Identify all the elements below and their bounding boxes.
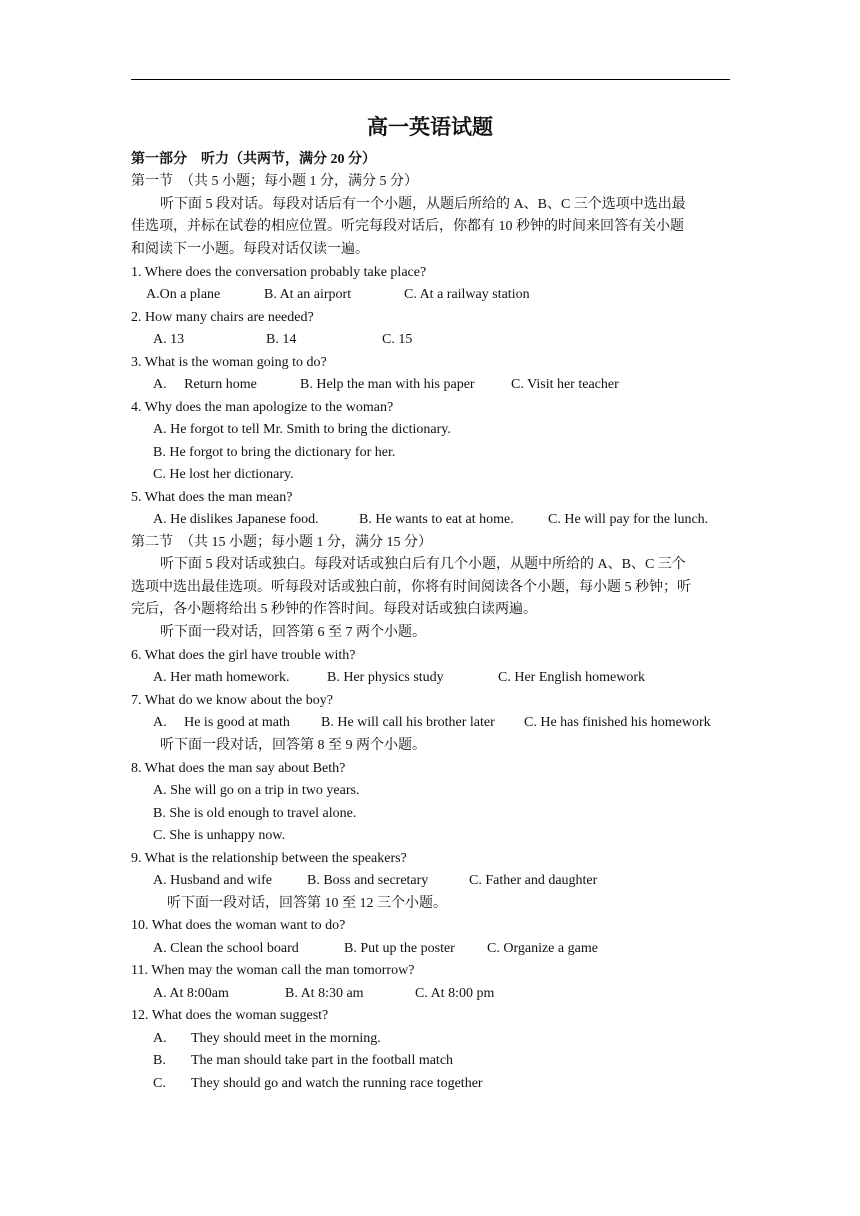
option-10b: B. Put up the poster <box>344 941 455 956</box>
option-12a: They should meet in the morning. <box>191 1031 381 1046</box>
option-8a: A. She will go on a trip in two years. <box>153 783 360 798</box>
question-12: 12. What does the woman suggest? <box>131 1008 329 1023</box>
option-2a: A. 13 <box>153 332 185 347</box>
option-2c: C. 15 <box>382 332 413 347</box>
option-11a: A. At 8:00am <box>153 986 229 1001</box>
section1-instruction: 和阅读下一小题。每段对话仅读一遍。 <box>131 242 369 257</box>
section2-instruction: 选项中选出最佳选项。听每段对话或独白前，你将有时间阅读各个小题，每小题 5 秒钟；听 <box>131 580 691 595</box>
part1-heading: 第一部分 听力（共两节，满分 20 分） <box>131 152 376 167</box>
option-5b: B. He wants to eat at home. <box>359 512 514 527</box>
section1-instruction: 听下面 5 段对话。每段对话后有一个小题，从题后所给的 A、B、C 三个选项中选出最 <box>160 197 686 212</box>
option-7c: C. He has finished his homework <box>524 715 711 730</box>
option-4c: C. He lost her dictionary. <box>153 467 294 482</box>
option-9c: C. Father and daughter <box>469 873 598 888</box>
option-12a-letter: A. <box>153 1031 167 1046</box>
question-2: 2. How many chairs are needed? <box>131 310 314 325</box>
option-9a: A. Husband and wife <box>153 873 272 888</box>
question-4: 4. Why does the man apologize to the woman? <box>131 400 394 415</box>
question-3: 3. What is the woman going to do? <box>131 355 327 370</box>
option-1b: B. At an airport <box>264 287 352 302</box>
question-6: 6. What does the girl have trouble with? <box>131 648 356 663</box>
option-7b: B. He will call his brother later <box>321 715 495 730</box>
option-8b: B. She is old enough to travel alone. <box>153 806 357 821</box>
option-12c-letter: C. <box>153 1076 166 1091</box>
option-3a: A. Return home <box>153 377 257 392</box>
section2-instruction: 听下面 5 段对话或独白。每段对话或独白后有几个小题，从题中所给的 A、B、C 三个 <box>160 557 686 572</box>
section2-instruction: 完后，各小题将给出 5 秒钟的作答时间。每段对话或独白读两遍。 <box>131 602 537 617</box>
header-rule <box>131 79 730 80</box>
option-6c: C. Her English homework <box>498 670 645 685</box>
option-5c: C. He will pay for the lunch. <box>548 512 709 527</box>
section1-heading: 第一节 （共 5 小题；每小题 1 分，满分 5 分） <box>131 174 418 189</box>
question-7: 7. What do we know about the boy? <box>131 693 333 708</box>
option-12b: The man should take part in the football match <box>191 1053 454 1068</box>
option-10c: C. Organize a game <box>487 941 598 956</box>
question-11: 11. When may the woman call the man tomorrow? <box>131 963 415 978</box>
section2-heading: 第二节 （共 15 小题；每小题 1 分，满分 15 分） <box>131 535 432 550</box>
option-8c: C. She is unhappy now. <box>153 828 286 843</box>
option-5a: A. He dislikes Japanese food. <box>153 512 319 527</box>
option-1a: A.On a plane <box>146 287 221 302</box>
dialogue-note: 听下面一段对话，回答第 6 至 7 两个小题。 <box>160 625 426 640</box>
page-title: 高一英语试题 <box>367 115 493 139</box>
option-4b: B. He forgot to bring the dictionary for her. <box>153 445 396 460</box>
option-6b: B. Her physics study <box>327 670 444 685</box>
option-4a: A. He forgot to tell Mr. Smith to bring the dictionary. <box>153 422 451 437</box>
section1-instruction: 佳选项，并标在试卷的相应位置。听完每段对话后，你都有 10 秒钟的时间来回答有关小题 <box>131 219 684 234</box>
question-8: 8. What does the man say about Beth? <box>131 761 346 776</box>
option-2b: B. 14 <box>266 332 297 347</box>
option-3b: B. Help the man with his paper <box>300 377 475 392</box>
question-1: 1. Where does the conversation probably take place? <box>131 265 427 280</box>
dialogue-note: 听下面一段对话，回答第 10 至 12 三个小题。 <box>167 896 447 911</box>
question-5: 5. What does the man mean? <box>131 490 293 505</box>
option-12c: They should go and watch the running race together <box>191 1076 483 1091</box>
option-11b: B. At 8:30 am <box>285 986 364 1001</box>
option-9b: B. Boss and secretary <box>307 873 429 888</box>
option-6a: A. Her math homework. <box>153 670 290 685</box>
option-11c: C. At 8:00 pm <box>415 986 495 1001</box>
option-10a: A. Clean the school board <box>153 941 299 956</box>
dialogue-note: 听下面一段对话，回答第 8 至 9 两个小题。 <box>160 738 426 753</box>
option-12b-letter: B. <box>153 1053 166 1068</box>
option-7a: A. He is good at math <box>153 715 290 730</box>
question-9: 9. What is the relationship between the speakers? <box>131 851 407 866</box>
option-3c: C. Visit her teacher <box>511 377 619 392</box>
option-1c: C. At a railway station <box>404 287 530 302</box>
question-10: 10. What does the woman want to do? <box>131 918 346 933</box>
